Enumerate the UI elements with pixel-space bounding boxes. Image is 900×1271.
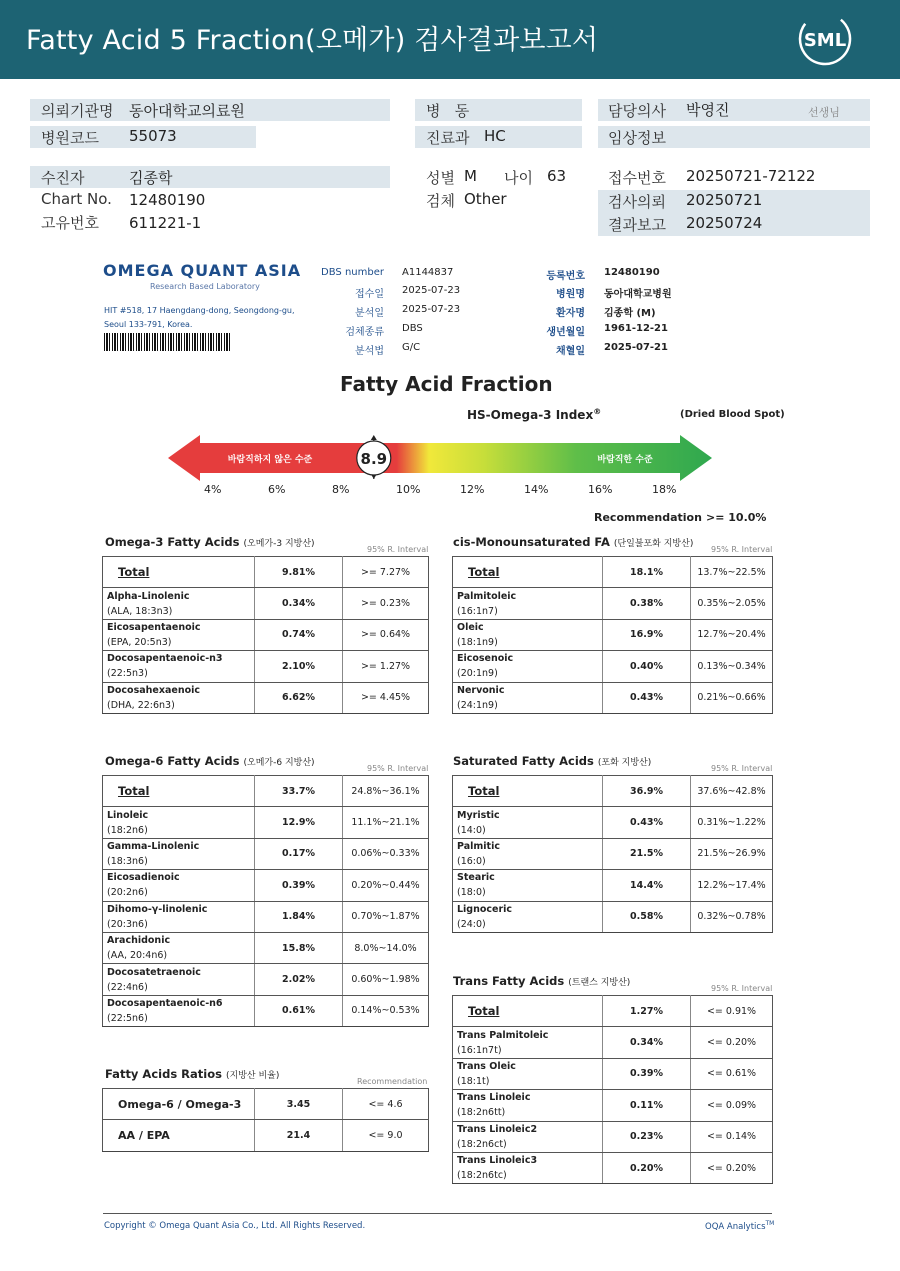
saturated-row [453, 807, 773, 838]
fatty-acid-name: Nervonic [457, 684, 505, 696]
trans-row [453, 1121, 773, 1152]
report-value: 20250724 [686, 214, 763, 232]
footer-divider [103, 1213, 772, 1214]
trans-title-ko: (트랜스 지방산) [568, 978, 631, 988]
fatty-acid-notation: (20:1n9) [457, 668, 498, 680]
lab-meta-label: 분석법 [355, 346, 384, 357]
fatty-acid-name: Docosapentaenoic-n6 [107, 997, 223, 1009]
omega3-name-cell [103, 557, 255, 588]
hospital-code-label: 병원코드 [41, 129, 99, 147]
saturated-title-ko: (포화 지방산) [597, 758, 652, 768]
result-value: 0.74% [255, 619, 343, 650]
result-value: 2.02% [255, 964, 343, 995]
sex-value: M [464, 167, 477, 185]
mufa-table [452, 556, 773, 714]
trans-name-cell [453, 1090, 603, 1121]
result-value: 0.43% [603, 807, 691, 838]
fatty-acid-name: Linoleic [107, 809, 149, 821]
saturated-row [453, 838, 773, 869]
omega6-row [103, 776, 429, 807]
omega3-row [103, 557, 429, 588]
reference-range: 12.2%~17.4% [691, 870, 773, 901]
lab-meta-label: 생년월일 [546, 327, 585, 338]
footer-brand-text: OQA Analytics [705, 1221, 766, 1232]
result-value: 0.43% [603, 682, 691, 713]
fatty-acid-name: Total [118, 783, 150, 798]
reference-range: 0.06%~0.33% [343, 838, 429, 869]
fatty-acid-name: Gamma-Linolenic [107, 840, 200, 852]
result-value: 12.9% [255, 807, 343, 838]
scale-tick-label: 4% [204, 483, 222, 496]
result-value: 33.7% [255, 776, 343, 807]
fatty-acid-name: Palmitoleic [457, 590, 517, 602]
saturated-caption: 95% R. Interval [711, 764, 773, 773]
omega6-title [105, 754, 315, 768]
lab-meta-label: 채혈일 [556, 346, 585, 357]
reference-range: >= 7.27% [343, 557, 429, 588]
mufa-name-cell [453, 651, 603, 682]
good-label: 바람직한 수준 [597, 455, 653, 465]
lab-meta-value: G/C [402, 342, 421, 353]
report-label: 결과보고 [608, 216, 666, 234]
result-value: 0.11% [603, 1090, 691, 1121]
reference-range: <= 0.20% [691, 1152, 773, 1183]
omega3-index-bar [160, 425, 720, 505]
omega6-name-cell [103, 838, 255, 869]
omega6-name-cell [103, 776, 255, 807]
fatty-acid-name: Trans Palmitoleic [457, 1029, 549, 1041]
lab-meta-label: 검체종류 [345, 327, 384, 338]
lab-address [104, 304, 295, 332]
hospital-code-value: 55073 [129, 127, 177, 145]
fatty-acid-notation: (24:0) [457, 918, 486, 930]
mufa-row [453, 588, 773, 619]
fatty-acid-name: Docosahexaenoic [107, 684, 201, 696]
ratios-name-cell [103, 1089, 255, 1120]
lab-meta-label: DBS number [321, 267, 384, 278]
recommendation-label: Recommendation [594, 511, 702, 524]
fatty-acid-name: Trans Oleic [457, 1060, 516, 1072]
result-value: 0.20% [603, 1152, 691, 1183]
fatty-acid-name: Eicosenoic [457, 653, 514, 665]
ratios-row [103, 1089, 429, 1120]
trans-row [453, 1058, 773, 1089]
omega3-row [103, 619, 429, 650]
omega3-row [103, 588, 429, 619]
reference-range: 8.0%~14.0% [343, 932, 429, 963]
trans-name-cell [453, 1058, 603, 1089]
trans-table [452, 995, 773, 1184]
patient-label: 수진자 [41, 169, 85, 187]
fatty-acid-notation: (AA, 20:4n6) [107, 950, 168, 962]
result-value: 0.39% [603, 1058, 691, 1089]
omega6-name-cell [103, 995, 255, 1026]
result-value: 21.5% [603, 838, 691, 869]
reference-range: <= 0.61% [691, 1058, 773, 1089]
result-value: 16.9% [603, 619, 691, 650]
ratios-title-text: Fatty Acids Ratios [105, 1067, 222, 1081]
result-value: 0.61% [255, 995, 343, 1026]
chart-value: 12480190 [129, 191, 206, 209]
mufa-title [453, 535, 693, 549]
reference-range: <= 0.20% [691, 1027, 773, 1058]
omega3-name-cell [103, 588, 255, 619]
fatty-acid-notation: (ALA, 18:3n3) [107, 605, 173, 617]
doctor-suffix: 선생님 [808, 106, 840, 119]
fatty-acid-notation: (14:0) [457, 824, 486, 836]
omega6-title-ko: (오메가-6 지방산) [243, 758, 315, 768]
lab-meta-value: 2025-07-23 [402, 285, 461, 296]
scale-tick-label: 8% [332, 483, 350, 496]
mufa-caption: 95% R. Interval [711, 545, 773, 554]
unique-label: 고유번호 [41, 214, 99, 232]
fatty-acid-name: Docosatetraenoic [107, 966, 201, 978]
footer-brand [705, 1220, 774, 1232]
lab-meta-value: A1144837 [402, 267, 454, 278]
reference-range: 21.5%~26.9% [691, 838, 773, 869]
institution-value: 동아대학교의료원 [129, 102, 245, 120]
omega6-row [103, 901, 429, 932]
result-value: 36.9% [603, 776, 691, 807]
reference-range: <= 9.0 [343, 1120, 429, 1151]
department-value: HC [484, 127, 506, 145]
chart-label: Chart No. [41, 190, 112, 208]
scale-tick-label: 10% [396, 483, 421, 496]
lab-address-line2: Seoul 133-791, Korea. [104, 320, 193, 329]
result-value: 0.34% [603, 1027, 691, 1058]
omega3-caption: 95% R. Interval [367, 545, 429, 554]
lab-meta-label: 접수일 [355, 289, 384, 300]
age-value: 63 [547, 167, 567, 185]
mufa-name-cell [453, 619, 603, 650]
receipt-label: 접수번호 [608, 169, 666, 187]
ratios-table [102, 1088, 429, 1152]
result-value: 0.23% [603, 1121, 691, 1152]
fatty-acid-name: Trans Linoleic3 [457, 1155, 538, 1167]
mufa-title-ko: (단일불포화 지방산) [613, 539, 694, 549]
saturated-row [453, 870, 773, 901]
reference-range: 24.8%~36.1% [343, 776, 429, 807]
fatty-acid-name: Lignoceric [457, 903, 513, 915]
omega6-table [102, 775, 429, 1027]
reference-range: 0.70%~1.87% [343, 901, 429, 932]
reference-range: 0.20%~0.44% [343, 870, 429, 901]
result-value: 0.17% [255, 838, 343, 869]
lab-meta-value: DBS [402, 323, 423, 334]
result-value: 0.34% [255, 588, 343, 619]
omega6-name-cell [103, 870, 255, 901]
fatty-acid-name: Palmitic [457, 840, 500, 852]
reference-range: 37.6%~42.8% [691, 776, 773, 807]
mufa-name-cell [453, 557, 603, 588]
report-title: Fatty Acid 5 Fraction(오메가) 검사결과보고서 [26, 25, 599, 56]
scale-tick-label: 14% [524, 483, 549, 496]
reference-range: 0.14%~0.53% [343, 995, 429, 1026]
scale-tick-label: 6% [268, 483, 286, 496]
lab-meta-value: 동아대학교병원 [604, 289, 672, 300]
fatty-acid-name: Total [118, 564, 150, 579]
clinical-info-label: 임상정보 [608, 129, 666, 147]
fatty-acid-notation: (20:3n6) [107, 918, 148, 930]
barcode [104, 333, 230, 351]
reference-range: 0.13%~0.34% [691, 651, 773, 682]
fatty-acid-notation: (16:1n7) [457, 605, 498, 617]
reference-range: 0.35%~2.05% [691, 588, 773, 619]
omega6-row [103, 870, 429, 901]
svg-text:SML: SML [803, 30, 847, 51]
trans-title [453, 974, 630, 988]
trans-row [453, 1152, 773, 1183]
lab-meta-label: 등록번호 [546, 271, 585, 282]
fatty-acid-name: Trans Linoleic2 [457, 1123, 538, 1135]
lab-meta-value: 2025-07-23 [402, 304, 461, 315]
lab-meta-label: 병원명 [556, 289, 585, 300]
ratios-row [103, 1120, 429, 1151]
hs-index-title-text: HS-Omega-3 Index [467, 408, 594, 422]
specimen-value: Other [464, 190, 507, 208]
fatty-acid-notation: (22:4n6) [107, 981, 148, 993]
ratios-name-cell [103, 1120, 255, 1151]
reference-range: 0.32%~0.78% [691, 901, 773, 932]
mufa-row [453, 651, 773, 682]
reference-range: <= 0.91% [691, 996, 773, 1027]
result-value: 3.45 [255, 1089, 343, 1120]
saturated-name-cell [453, 807, 603, 838]
fatty-acid-notation: (18:1t) [457, 1075, 490, 1087]
patient-name: 김종학 [129, 169, 173, 187]
mufa-name-cell [453, 588, 603, 619]
saturated-title [453, 754, 651, 768]
trans-title-text: Trans Fatty Acids [453, 974, 565, 988]
fatty-acid-name: Eicosapentaenoic [107, 621, 201, 633]
fatty-acid-notation: (16:0) [457, 855, 486, 867]
trans-row [453, 1090, 773, 1121]
recommendation-value: >= 10.0% [706, 511, 767, 524]
mufa-row [453, 557, 773, 588]
ward-label: 병 동 [426, 102, 470, 120]
institution-label: 의뢰기관명 [41, 102, 114, 120]
reference-range: <= 4.6 [343, 1089, 429, 1120]
fatty-acid-name: Oleic [457, 621, 484, 633]
scale-tick-label: 16% [588, 483, 613, 496]
header-banner [0, 0, 900, 79]
omega3-row [103, 682, 429, 713]
result-value: 21.4 [255, 1120, 343, 1151]
reference-range: <= 0.09% [691, 1090, 773, 1121]
age-label: 나이 [504, 169, 533, 187]
lab-logo: OMEGA QUANT ASIA [103, 261, 302, 280]
sex-label: 성별 [426, 169, 455, 187]
result-value: 6.62% [255, 682, 343, 713]
reference-range: >= 4.45% [343, 682, 429, 713]
omega3-name-cell [103, 651, 255, 682]
request-label: 검사의뢰 [608, 193, 666, 211]
omega6-row [103, 807, 429, 838]
lab-meta-value: 12480190 [604, 267, 660, 278]
saturated-row [453, 901, 773, 932]
fatty-acid-notation: (18:2n6ct) [457, 1138, 507, 1150]
result-value: 15.8% [255, 932, 343, 963]
fatty-acid-notation: (22:5n6) [107, 1012, 148, 1024]
omega6-name-cell [103, 932, 255, 963]
fatty-acid-name: AA / EPA [118, 1129, 170, 1143]
fatty-acid-name: Total [468, 564, 500, 579]
omega3-row [103, 651, 429, 682]
lab-tagline: Research Based Laboratory [150, 282, 260, 291]
omega3-name-cell [103, 682, 255, 713]
saturated-table [452, 775, 773, 933]
doctor-value: 박영진 [686, 101, 730, 119]
fatty-acid-notation: (18:0) [457, 887, 486, 899]
result-value: 14.4% [603, 870, 691, 901]
reference-range: 0.21%~0.66% [691, 682, 773, 713]
fatty-acid-notation: (18:1n9) [457, 636, 498, 648]
result-value: 1.27% [603, 996, 691, 1027]
lab-meta-value: 2025-07-21 [604, 342, 668, 353]
reference-range: >= 0.64% [343, 619, 429, 650]
fatty-acid-name: Dihomo-γ-linolenic [107, 903, 208, 915]
omega3-title-text: Omega-3 Fatty Acids [105, 535, 240, 549]
trans-name-cell [453, 1152, 603, 1183]
omega6-name-cell [103, 964, 255, 995]
hs-index-title-sup: ® [593, 407, 602, 416]
omega6-name-cell [103, 807, 255, 838]
saturated-name-cell [453, 776, 603, 807]
lab-meta-value: 1961-12-21 [604, 323, 668, 334]
trans-row [453, 996, 773, 1027]
trans-caption: 95% R. Interval [711, 984, 773, 993]
result-value: 0.40% [603, 651, 691, 682]
omega6-row [103, 964, 429, 995]
fatty-acid-notation: (22:5n3) [107, 668, 148, 680]
trans-name-cell [453, 996, 603, 1027]
scale-tick-label: 18% [652, 483, 677, 496]
reference-range: 13.7%~22.5% [691, 557, 773, 588]
lab-meta-label: 분석일 [355, 308, 384, 319]
mufa-title-text: cis-Monounsaturated FA [453, 535, 610, 549]
fatty-acid-notation: (20:2n6) [107, 887, 148, 899]
hs-index-title [467, 407, 601, 422]
trans-name-cell [453, 1027, 603, 1058]
fatty-acid-notation: (18:2n6tt) [457, 1107, 506, 1119]
copyright: Copyright © Omega Quant Asia Co., Ltd. All Rights Reserved. [104, 1221, 366, 1231]
fatty-acid-notation: (EPA, 20:5n3) [107, 636, 172, 648]
reference-range: 0.60%~1.98% [343, 964, 429, 995]
omega6-title-text: Omega-6 Fatty Acids [105, 754, 240, 768]
fatty-acid-name: Alpha-Linolenic [107, 590, 190, 602]
saturated-name-cell [453, 870, 603, 901]
fatty-acid-name: Arachidonic [107, 935, 171, 947]
result-value: 2.10% [255, 651, 343, 682]
saturated-title-text: Saturated Fatty Acids [453, 754, 594, 768]
saturated-row [453, 776, 773, 807]
request-value: 20250721 [686, 191, 763, 209]
omega3-table [102, 556, 429, 714]
reference-range: >= 0.23% [343, 588, 429, 619]
department-label: 진료과 [426, 129, 470, 147]
omega6-caption: 95% R. Interval [367, 764, 429, 773]
omega6-name-cell [103, 901, 255, 932]
fatty-acid-name: Stearic [457, 872, 495, 884]
trans-row [453, 1027, 773, 1058]
fatty-acid-name: Total [468, 783, 500, 798]
footer-brand-sup: TM [765, 1220, 775, 1227]
ratios-caption: Recommendation [357, 1077, 428, 1086]
fatty-acid-notation: (18:2n6) [107, 824, 148, 836]
fatty-acid-notation: (18:3n6) [107, 855, 148, 867]
result-value: 0.58% [603, 901, 691, 932]
reference-range: 11.1%~21.1% [343, 807, 429, 838]
reference-range: 0.31%~1.22% [691, 807, 773, 838]
reference-range: 12.7%~20.4% [691, 619, 773, 650]
omega6-row [103, 995, 429, 1026]
mufa-row [453, 682, 773, 713]
omega3-title-ko: (오메가-3 지방산) [243, 539, 315, 549]
fatty-acid-name: Trans Linoleic [457, 1092, 531, 1104]
saturated-name-cell [453, 838, 603, 869]
omega6-row [103, 932, 429, 963]
sml-logo [796, 12, 854, 66]
unique-value: 611221-1 [129, 214, 202, 232]
result-value: 1.84% [255, 901, 343, 932]
fatty-acid-name: Omega-6 / Omega-3 [118, 1097, 242, 1111]
receipt-value: 20250721-72122 [686, 167, 816, 185]
saturated-name-cell [453, 901, 603, 932]
fatty-acid-notation: (DHA, 22:6n3) [107, 699, 175, 711]
specimen-label: 검체 [426, 192, 455, 210]
result-value: 0.39% [255, 870, 343, 901]
ratios-title-ko: (지방산 비율) [226, 1071, 280, 1081]
ratios-title [105, 1067, 279, 1081]
fatty-acid-notation: (16:1n7t) [457, 1044, 502, 1056]
result-value: 0.38% [603, 588, 691, 619]
omega6-row [103, 838, 429, 869]
sample-type: (Dried Blood Spot) [680, 409, 785, 420]
mufa-name-cell [453, 682, 603, 713]
fatty-acid-name: Total [468, 1003, 500, 1018]
lab-address-line1: HIT #518, 17 Haengdang-dong, Seongdong-gu, [104, 306, 295, 315]
fatty-acid-notation: (24:1n9) [457, 699, 498, 711]
index-value: 8.9 [360, 450, 388, 468]
fatty-acid-notation: (18:2n6tc) [457, 1170, 507, 1182]
fatty-acid-name: Eicosadienoic [107, 872, 180, 884]
mufa-row [453, 619, 773, 650]
trans-name-cell [453, 1121, 603, 1152]
omega3-name-cell [103, 619, 255, 650]
lab-meta-value: 김종학 (M) [604, 308, 656, 319]
lab-meta-label: 환자명 [556, 308, 585, 319]
fatty-acid-name: Docosapentaenoic-n3 [107, 653, 223, 665]
fatty-acid-name: Myristic [457, 809, 500, 821]
omega3-title [105, 535, 315, 549]
result-value: 18.1% [603, 557, 691, 588]
reference-range: >= 1.27% [343, 651, 429, 682]
doctor-label: 담당의사 [608, 102, 666, 120]
bad-label: 바람직하지 않은 수준 [227, 455, 313, 465]
result-value: 9.81% [255, 557, 343, 588]
reference-range: <= 0.14% [691, 1121, 773, 1152]
section-title: Fatty Acid Fraction [340, 372, 553, 396]
scale-tick-label: 12% [460, 483, 485, 496]
